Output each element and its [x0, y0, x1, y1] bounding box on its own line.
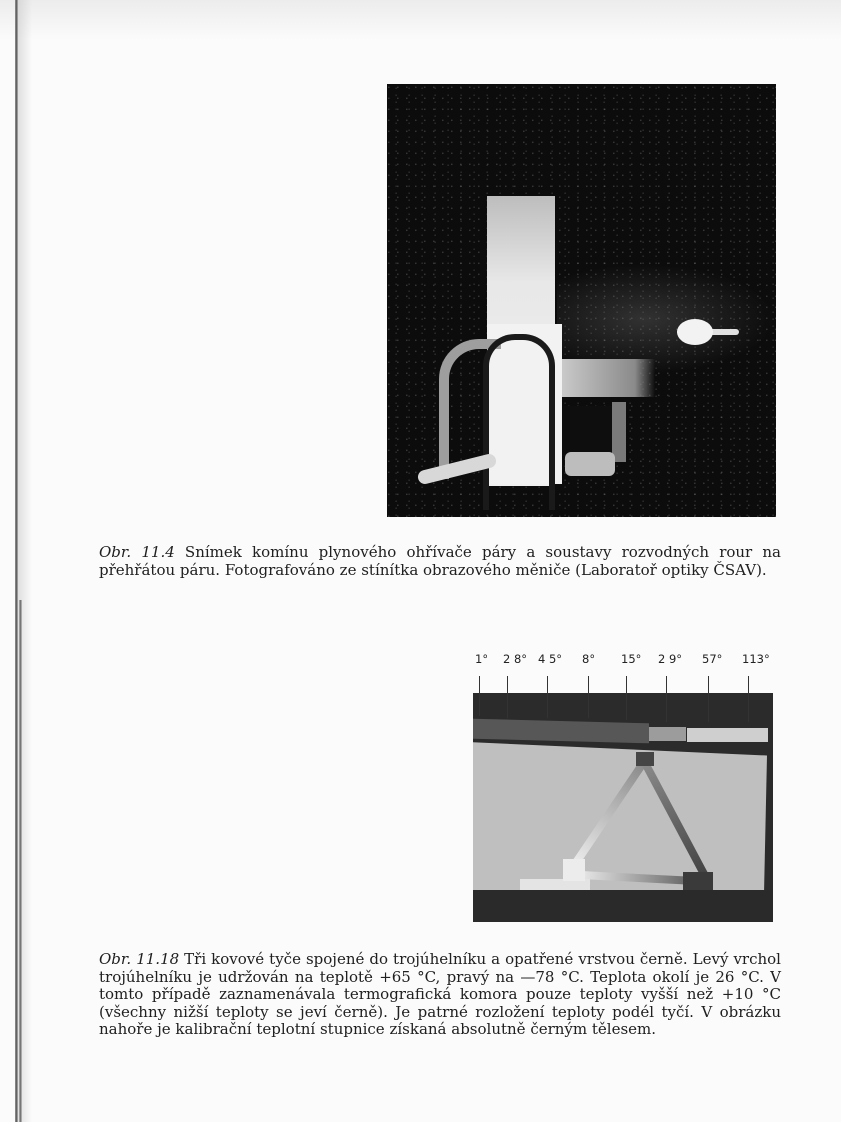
page-top-shadow	[0, 0, 841, 40]
figure-11-4-photo	[387, 84, 776, 517]
horizontal-pipe	[555, 359, 655, 397]
background-foliage	[557, 264, 776, 374]
scale-tick	[479, 676, 480, 716]
pipe-bracket	[612, 402, 626, 462]
page-binding-edge-lower	[19, 600, 22, 1122]
scale-label: 15°	[621, 652, 642, 666]
scale-tick	[507, 676, 508, 718]
page-binding-edge	[15, 0, 18, 1122]
base-glow	[565, 452, 615, 476]
scale-label: 2 8°	[503, 652, 528, 666]
calibration-bar-light	[687, 728, 768, 742]
caption-text: Tři kovové tyče spojené do trojúhelníku a opatřené vrstvou černě. Levý vrchol trojúhelníku je udržován na teplotě +65 °C, pravý na —78 °C. Teplota okolí je 26 °C. V tomto případě zaznamenávala termografická komora pouze teploty vyšší než +10 °C (všechny nižší teploty se jeví černě). Je patrné rozložení teploty podél tyčí. V obrázku nahoře je kalibrační teplotní stupnice získaná absolutně černým tělesem.	[99, 950, 781, 1038]
scale-tick	[547, 676, 548, 718]
figure-11-18-thermogram	[473, 693, 773, 922]
dark-opening	[562, 406, 612, 456]
figure-label: Obr. 11.18	[99, 950, 180, 968]
calibration-bar-mid	[649, 727, 686, 741]
arch-pipe	[483, 334, 555, 510]
vertex-top	[636, 752, 654, 766]
scale-tick	[588, 676, 589, 718]
scale-label: 2 9°	[658, 652, 683, 666]
scale-label: 57°	[702, 652, 723, 666]
figure-label: Obr. 11.4	[99, 543, 175, 561]
scale-label: 1°	[475, 652, 489, 666]
figure-11-4-caption	[99, 544, 781, 579]
scale-tick	[626, 676, 627, 720]
scale-tick	[708, 676, 709, 722]
figure-11-18-caption	[99, 951, 781, 1039]
hot-spot	[677, 319, 713, 345]
vertex-left-hot	[563, 859, 585, 881]
calibration-bar-dark	[473, 719, 649, 744]
scale-label: 4 5°	[538, 652, 563, 666]
caption-text: Snímek komínu plynového ohřívače páry a soustavy rozvodných rour na přehřátou páru. Fotografováno ze stínítka obrazového měniče (Laboratoř optiky ČSAV).	[99, 543, 781, 579]
floor-shadow	[473, 890, 773, 922]
calibration-scale-labels	[470, 652, 780, 668]
scale-tick	[748, 676, 749, 722]
scale-label: 8°	[582, 652, 596, 666]
scale-tick	[666, 676, 667, 722]
scale-label: 113°	[742, 652, 770, 666]
